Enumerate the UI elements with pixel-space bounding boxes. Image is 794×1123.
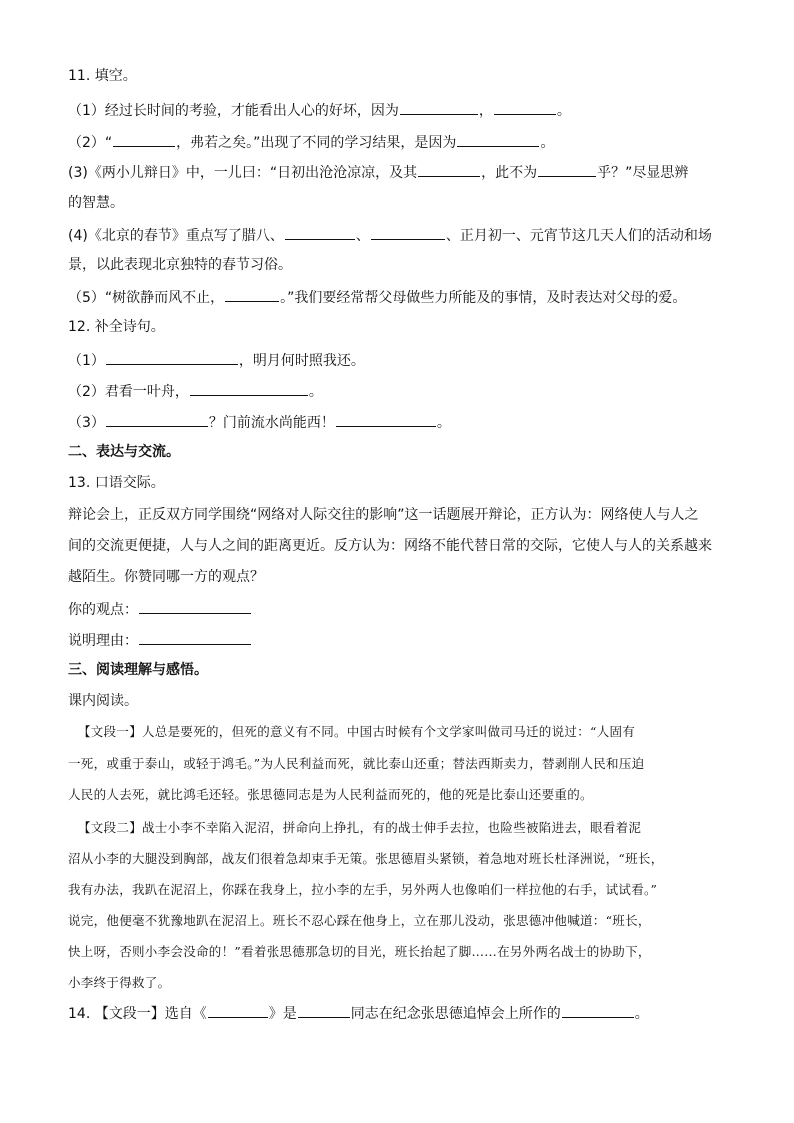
section-2-heading: 二、表达与交流。: [68, 444, 180, 460]
passage-2-line: 小李终于得救了。: [68, 975, 171, 990]
answer-blank[interactable]: [371, 224, 445, 240]
reason-answer-blank[interactable]: [139, 629, 251, 645]
answer-blank[interactable]: [106, 411, 208, 427]
passage-2-line: 说完，他便毫不犹豫地趴在泥沼上。班长不忍心踩在他身上，立在那儿没动，张思德冲他喊道：“班长，: [68, 913, 651, 928]
answer-blank[interactable]: [298, 1002, 350, 1018]
q11-4-text-c: 、正月初一、元宵节这几天人们的活动和场: [445, 228, 712, 244]
answer-blank[interactable]: [400, 99, 478, 115]
q11-item-3-cont: 的智慧。: [68, 195, 124, 211]
passage-2-line: 我有办法，我趴在泥沼上，你踩在我身上，拉小李的左手，另外两人也像咱们一样拉他的右手，试试看。”: [68, 882, 658, 897]
q12-3-text-a: （3）: [68, 415, 105, 431]
q11-item-3: [68, 161, 688, 183]
q14-item: [68, 1002, 649, 1024]
q14-text-d: 。: [634, 1006, 649, 1022]
q13-title: 13. 口语交际。: [68, 475, 165, 491]
q12-2-text-a: （2）君看一叶舟，: [68, 384, 189, 400]
q11-4-text-b: 、: [355, 228, 370, 244]
q11-1-text-c: 。: [556, 103, 571, 119]
q11-2-text-c: 。: [540, 135, 555, 151]
q14-text-a: 14. 【文段一】选自《: [68, 1006, 207, 1022]
q13-view-label: 你的观点：: [68, 602, 138, 618]
passage-2-line: 快上呀，否则小李会没命的！”看着张思德那急切的目光，班长抬起了脚……在另外两名战士的协助下，: [68, 944, 651, 959]
q12-3-text-c: 。: [436, 415, 451, 431]
q11-item-1: [68, 99, 571, 121]
passage-1-line: 一死，或重于泰山，或轻于鸿毛。”为人民利益而死，就比泰山还重；替法西斯卖力，替剥削人民和压迫: [68, 756, 645, 771]
q11-4-text-a: (4)《北京的春节》重点写了腊八、: [68, 228, 284, 244]
q11-1-text-a: （1）经过长时间的考验，才能看出人心的好坏，因为: [68, 103, 399, 119]
q11-2-text-b: ，弗若之矣。”出现了不同的学习结果，是因为: [176, 135, 457, 151]
answer-blank[interactable]: [208, 1002, 268, 1018]
answer-blank[interactable]: [538, 161, 596, 177]
q13-reason-label: 说明理由：: [68, 633, 138, 649]
q11-1-text-b: ，: [478, 103, 493, 119]
q12-2-text-b: 。: [308, 384, 323, 400]
q12-title: 12. 补全诗句。: [68, 319, 165, 335]
q13-paragraph-line-2: 间的交流更便捷，人与人之间的距离更近。反方认为：网络不能代替日常的交际，它使人与人的关系越来: [68, 538, 712, 554]
q13-paragraph-line-1: 辩论会上，正反双方同学围绕“网络对人际交往的影响”这一话题展开辩论，正方认为：网络使人与人之: [68, 507, 699, 523]
q11-item-5: [68, 286, 686, 308]
answer-blank[interactable]: [190, 380, 308, 396]
reading-intro: 课内阅读。: [68, 693, 138, 709]
answer-blank[interactable]: [418, 161, 480, 177]
q11-3-text-b: ，此不为: [481, 165, 538, 181]
q12-item-3: [68, 411, 451, 433]
q11-5-text-b: 。”我们要经常帮父母做些力所能及的事情，及时表达对父母的爱。: [280, 290, 687, 306]
q13-paragraph-line-3: 越陌生。你赞同哪一方的观点？: [68, 569, 264, 585]
answer-blank[interactable]: [225, 286, 279, 302]
passage-1-line: 【文段一】人总是要死的，但死的意义有不同。中国古时候有个文学家叫做司马迁的说过：“人固有: [78, 724, 636, 739]
q13-reason-row: [68, 629, 252, 651]
passage-2-line: 沼从小李的大腿没到胸部，战友们很着急却束手无策。张思德眉头紧锁，着急地对班长杜泽洲说，“班长，: [68, 851, 664, 866]
passage-1-line: 人民的人去死，就比鸿毛还轻。张思德同志是为人民利益而死的，他的死是比泰山还要重的。: [68, 787, 593, 802]
q11-5-text-a: （5）“树欲静而风不止，: [68, 290, 225, 306]
q11-3-text-c: 乎？”尽显思辨: [597, 165, 689, 181]
q14-text-b: 》是: [268, 1006, 297, 1022]
view-answer-blank[interactable]: [139, 598, 251, 614]
q11-item-4-cont: 景，以此表现北京独特的春节习俗。: [68, 257, 292, 273]
answer-blank[interactable]: [113, 131, 175, 147]
q11-2-text-a: （2）“: [68, 135, 113, 151]
q11-item-4: [68, 224, 712, 246]
q12-3-text-b: ？门前流水尚能西！: [208, 415, 335, 431]
answer-blank[interactable]: [285, 224, 355, 240]
q14-text-c: 同志在纪念张思德追悼会上所作的: [350, 1006, 561, 1022]
q11-3-text-a: (3)《两小儿辩日》中，一儿曰：“日初出沧沧凉凉，及其: [68, 165, 418, 181]
section-3-heading: 三、阅读理解与感悟。: [68, 662, 208, 678]
q12-item-2: [68, 380, 323, 402]
answer-blank[interactable]: [562, 1002, 634, 1018]
q11-title: 11. 填空。: [68, 68, 137, 84]
answer-blank[interactable]: [336, 411, 436, 427]
q13-view-row: [68, 598, 252, 620]
answer-blank[interactable]: [106, 349, 238, 365]
q12-1-text-a: （1）: [68, 353, 105, 369]
q11-item-2: [68, 131, 554, 153]
answer-blank[interactable]: [494, 99, 556, 115]
q12-1-text-b: ，明月何时照我还。: [238, 353, 365, 369]
passage-2-line: 【文段二】战士小李不幸陷入泥沼，拼命向上挣扎，有的战士伸手去拉，也险些被陷进去，眼看着泥: [78, 820, 642, 835]
q12-item-1: [68, 349, 365, 371]
answer-blank[interactable]: [457, 131, 539, 147]
